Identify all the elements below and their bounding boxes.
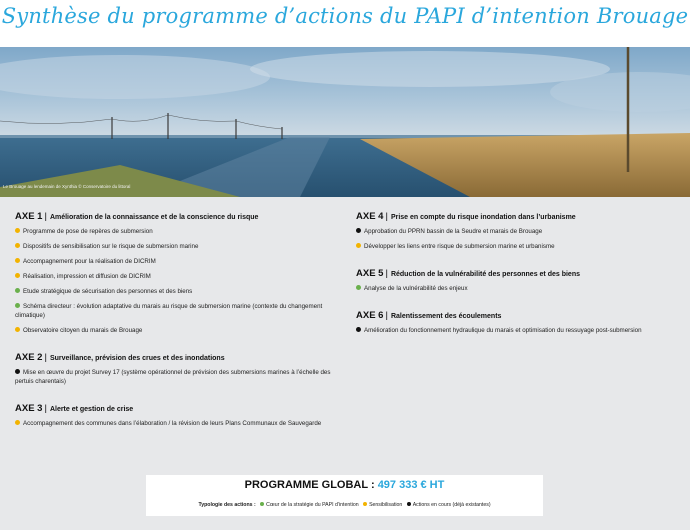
action-item bbox=[15, 326, 335, 335]
legend-entry bbox=[257, 502, 358, 508]
programme-global-amount: 497 333 € HT bbox=[377, 479, 445, 491]
legend-entry bbox=[360, 502, 402, 508]
axe-heading bbox=[15, 403, 335, 414]
axe-section bbox=[15, 211, 335, 335]
axe-separator: | bbox=[385, 211, 388, 222]
action-item-text: Amélioration du fonctionnement hydraulique du marais et optimisation du ressuyage post-submersion bbox=[364, 327, 642, 334]
green-dot-icon bbox=[15, 303, 20, 308]
typology-legend bbox=[146, 502, 543, 508]
axe-label: Ralentissement des écoulements bbox=[390, 313, 502, 320]
axe-number: AXE 4 bbox=[356, 211, 384, 222]
axe-number: AXE 2 bbox=[15, 352, 43, 363]
black-dot-icon bbox=[356, 327, 361, 332]
black-dot-icon bbox=[356, 228, 361, 233]
axe-label: Surveillance, prévision des crues et des inondations bbox=[49, 355, 225, 362]
black-dot-icon bbox=[407, 502, 411, 506]
action-item bbox=[356, 227, 676, 236]
action-item-text: Réalisation, impression et diffusion de DICRIM bbox=[23, 273, 151, 280]
action-item bbox=[356, 242, 676, 251]
legend-entry bbox=[404, 502, 491, 508]
axe-separator: | bbox=[44, 352, 47, 363]
action-item bbox=[15, 419, 335, 428]
axe-heading bbox=[356, 268, 676, 279]
yellow-dot-icon bbox=[15, 273, 20, 278]
action-item-text: Observatoire citoyen du marais de Brouage bbox=[23, 327, 143, 334]
action-item-text: Schéma directeur : évolution adaptative du marais au risque de submersion marine (contexte du changement climatique) bbox=[15, 303, 323, 319]
page-title: Synthèse du programme d’actions du PAPI d’intention Brouage bbox=[1, 4, 689, 28]
programme-global-box bbox=[146, 475, 543, 516]
axe-number: AXE 5 bbox=[356, 268, 384, 279]
yellow-dot-icon bbox=[15, 258, 20, 263]
axe-heading bbox=[15, 352, 335, 363]
axe-label: Prise en compte du risque inondation dans l’urbanisme bbox=[390, 214, 576, 221]
flooded-marsh-illustration bbox=[0, 47, 690, 197]
axe-section bbox=[15, 352, 335, 386]
black-dot-icon bbox=[15, 369, 20, 374]
action-item bbox=[15, 227, 335, 236]
axe-section bbox=[356, 211, 676, 251]
action-item-text: Mise en œuvre du projet Survey 17 (système opérationnel de prévision des submersions marines à l’échelle des pertuis charentais) bbox=[15, 369, 331, 385]
axe-heading bbox=[15, 211, 335, 222]
yellow-dot-icon bbox=[356, 243, 361, 248]
photo-caption: Le Brouage au lendemain de Xynthia © Conservatoire du littoral bbox=[3, 184, 131, 189]
action-item bbox=[15, 287, 335, 296]
axe-separator: | bbox=[385, 310, 388, 321]
axe-number: AXE 3 bbox=[15, 403, 43, 414]
yellow-dot-icon bbox=[363, 502, 367, 506]
left-column bbox=[15, 211, 335, 445]
yellow-dot-icon bbox=[15, 327, 20, 332]
axe-label: Alerte et gestion de crise bbox=[49, 406, 134, 413]
programme-global-label: PROGRAMME GLOBAL : bbox=[244, 479, 375, 491]
action-item-text: Analyse de la vulnérabilité des enjeux bbox=[364, 285, 468, 292]
action-item bbox=[356, 326, 676, 335]
right-column bbox=[356, 211, 676, 352]
action-item-text: Dispositifs de sensibilisation sur le risque de submersion marine bbox=[23, 243, 199, 250]
yellow-dot-icon bbox=[15, 420, 20, 425]
axe-section bbox=[15, 403, 335, 428]
action-item-text: Accompagnement des communes dans l’élaboration / la révision de leurs Plans Communaux de Sauvegarde bbox=[23, 420, 322, 427]
axe-section bbox=[356, 310, 676, 335]
action-item-text: Approbation du PPRN bassin de la Seudre et marais de Brouage bbox=[364, 228, 543, 235]
axe-section bbox=[356, 268, 676, 293]
action-item bbox=[15, 272, 335, 281]
axe-separator: | bbox=[44, 211, 47, 222]
action-item-text: Etude stratégique de sécurisation des personnes et des biens bbox=[23, 288, 193, 295]
action-item-text: Accompagnement pour la réalisation de DICRIM bbox=[23, 258, 156, 265]
action-item bbox=[15, 302, 335, 320]
axe-heading bbox=[356, 310, 676, 321]
action-item-text: Programme de pose de repères de submersion bbox=[23, 228, 153, 235]
axe-number: AXE 1 bbox=[15, 211, 43, 222]
action-item-text: Développer les liens entre risque de submersion marine et urbanisme bbox=[364, 243, 555, 250]
yellow-dot-icon bbox=[15, 228, 20, 233]
axe-separator: | bbox=[44, 403, 47, 414]
action-item bbox=[15, 242, 335, 251]
green-dot-icon bbox=[260, 502, 264, 506]
legend-entry-label: Actions en cours (déjà existantes) bbox=[412, 502, 491, 508]
legend-entry-label: Cœur de la stratégie du PAPI d’intention bbox=[266, 502, 359, 508]
axe-heading bbox=[356, 211, 676, 222]
action-item bbox=[356, 284, 676, 293]
flooded-marsh-photo bbox=[0, 47, 690, 197]
axe-label: Réduction de la vulnérabilité des personnes et des biens bbox=[390, 271, 580, 278]
green-dot-icon bbox=[15, 288, 20, 293]
legend-title: Typologie des actions : bbox=[198, 502, 256, 508]
action-item bbox=[15, 368, 335, 386]
axe-number: AXE 6 bbox=[356, 310, 384, 321]
axe-separator: | bbox=[385, 268, 388, 279]
programme-global-title bbox=[146, 479, 543, 491]
green-dot-icon bbox=[356, 285, 361, 290]
axe-label: Amélioration de la connaissance et de la conscience du risque bbox=[49, 214, 259, 221]
legend-entry-label: Sensibilisation bbox=[369, 502, 403, 508]
yellow-dot-icon bbox=[15, 243, 20, 248]
action-item bbox=[15, 257, 335, 266]
